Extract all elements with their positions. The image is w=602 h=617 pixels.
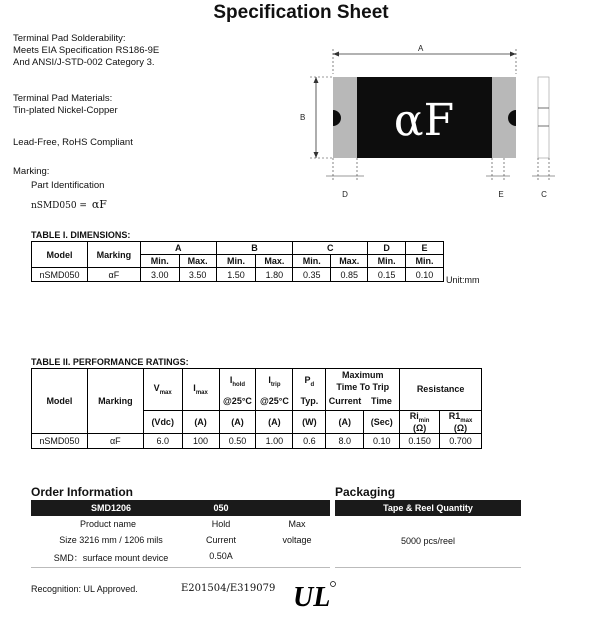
order-cell: 0.50A <box>209 551 233 561</box>
unit-time: (Sec) <box>364 410 400 434</box>
cell-value: 8.0 <box>326 434 364 449</box>
col-vmax: $V_{max}$ <box>143 369 182 411</box>
table-row <box>32 268 444 282</box>
cell-value: 100 <box>182 434 219 449</box>
col-a: A <box>140 242 216 255</box>
cell-value: 0.6 <box>293 434 326 449</box>
col-rimin: $Ri_{min}$ (Ω) <box>400 410 440 434</box>
cell-value: 3.50 <box>179 268 216 282</box>
col-ihold: $I_{hold}$ <box>219 369 256 394</box>
unit-itrip: (A) <box>256 410 293 434</box>
note-line: Tin-plated Nickel-Copper <box>13 105 118 116</box>
packaging-quantity: 5000 pcs/reel <box>400 536 456 546</box>
cell-value: 1.00 <box>256 434 293 449</box>
col-model: Model <box>32 369 88 434</box>
order-cell: Size 3216 mm / 1206 mils <box>59 535 163 545</box>
note-line: Meets EIA Specification RS186-9E <box>13 45 160 56</box>
dim-d-label: D <box>342 190 348 199</box>
col-marking: Marking <box>87 242 140 268</box>
dim-a-label: A <box>418 44 424 53</box>
cell-value: 0.15 <box>368 268 406 282</box>
sub-header: Max. <box>179 255 216 268</box>
col-d: D <box>368 242 406 255</box>
unit-label: Unit:mm <box>446 275 480 285</box>
file-numbers: E201504/E319079 <box>181 583 276 594</box>
cell-model: nSMD050 <box>32 268 88 282</box>
recognition-text: Recognition: UL Approved. <box>31 584 138 594</box>
sub-header: Min. <box>216 255 256 268</box>
order-col-current: 050 <box>213 503 229 513</box>
col-r1max: $R1_{max}$ (Ω) <box>440 410 482 434</box>
part-example-model: nSMD050 = <box>31 201 87 211</box>
part-example-mark: αF <box>91 198 107 211</box>
col-time-to-trip: Maximum Time To Trip <box>326 369 400 394</box>
arrow-head <box>314 152 319 158</box>
note-line: And ANSI/J-STD-002 Category 3. <box>13 57 155 68</box>
sub-header: Max. <box>256 255 293 268</box>
cond-ihold: @25°C <box>219 393 256 410</box>
col-e: E <box>406 242 444 255</box>
table1-title: TABLE I. DIMENSIONS: <box>31 230 131 240</box>
unit-current: (A) <box>326 410 364 434</box>
chip-marking: αF <box>393 95 455 146</box>
svg-text:UL: UL <box>293 582 331 612</box>
cell-value: 0.150 <box>400 434 440 449</box>
sub-header: Min. <box>140 255 179 268</box>
cell-value: 0.35 <box>293 268 331 282</box>
time-to-trip-line2: Time To Trip <box>336 382 390 392</box>
sub-header: Max. <box>331 255 368 268</box>
ul-logo-icon <box>291 578 337 612</box>
cell-value: 0.50 <box>219 434 256 449</box>
table2-title: TABLE II. PERFORMANCE RATINGS: <box>31 357 189 367</box>
arrow-head <box>333 52 339 57</box>
order-body <box>31 517 330 568</box>
order-cell: Current <box>205 535 236 545</box>
cell-value: 6.0 <box>143 434 182 449</box>
dim-e-label: E <box>498 190 504 199</box>
leadfree-note: Lead-Free, RoHS Compliant <box>13 137 133 148</box>
order-cell: Product name <box>79 519 137 529</box>
cell-value: 3.00 <box>140 268 179 282</box>
marking-note: Marking: <box>13 166 50 177</box>
cell-value: 1.50 <box>216 268 256 282</box>
cell-value: 0.700 <box>440 434 482 449</box>
col-c: C <box>293 242 368 255</box>
col-itrip: $I_{trip}$ <box>256 369 293 394</box>
order-cell: Max <box>288 519 306 529</box>
col-resistance: Resistance <box>400 369 482 411</box>
cond-itrip: @25°C <box>256 393 293 410</box>
dim-b-label: B <box>300 113 306 122</box>
sub-header: Min. <box>406 255 444 268</box>
note-line: Terminal Pad Materials: <box>13 93 113 104</box>
dim-c-label: C <box>541 190 547 199</box>
note-line: Terminal Pad Solderability: <box>13 33 126 44</box>
order-header <box>31 500 330 516</box>
unit-vmax: (Vdc) <box>143 410 182 434</box>
sub-header: Min. <box>368 255 406 268</box>
cell-marking: αF <box>87 268 140 282</box>
col-imax: $I_{max}$ <box>182 369 219 411</box>
cond-pd: Typ. <box>293 393 326 410</box>
cell-value: 0.10 <box>406 268 444 282</box>
col-model: Model <box>32 242 88 268</box>
unit-ihold: (A) <box>219 410 256 434</box>
page-title: Specification Sheet <box>213 2 389 23</box>
table-row <box>32 434 482 449</box>
arrow-head <box>314 77 319 83</box>
cell-model: nSMD050 <box>32 434 88 449</box>
unit-pd: (W) <box>293 410 326 434</box>
performance-table <box>31 368 482 449</box>
order-cell: SMD：surface mount device <box>53 553 169 563</box>
col-b: B <box>216 242 293 255</box>
cell-marking: αF <box>87 434 143 449</box>
cell-value: 1.80 <box>256 268 293 282</box>
solderability-note <box>13 33 159 69</box>
cell-value: 0.85 <box>331 268 368 282</box>
part-identification: Part Identification <box>31 180 105 191</box>
materials-note <box>13 93 118 117</box>
order-cell: Hold <box>211 519 231 529</box>
packaging-body <box>335 517 521 568</box>
col-marking: Marking <box>87 369 143 434</box>
order-cell: voltage <box>282 535 312 545</box>
chip-dimension-diagram <box>290 42 570 202</box>
dimensions-table <box>31 241 444 282</box>
arrow-head <box>510 52 516 57</box>
sub-time: Time <box>364 393 400 410</box>
cell-value: 0.10 <box>364 434 400 449</box>
col-pd: $P_d$ <box>293 369 326 394</box>
part-example <box>31 198 107 211</box>
order-col-series: SMD1206 <box>90 503 132 513</box>
packaging-header: Tape & Reel Quantity <box>335 500 521 516</box>
packaging-title: Packaging <box>335 485 396 499</box>
sub-current: Current <box>326 393 364 410</box>
order-title: Order Information <box>31 485 134 499</box>
unit-imax: (A) <box>182 410 219 434</box>
chip-side-view <box>538 77 549 158</box>
ul-logo <box>291 578 331 612</box>
sub-header: Min. <box>293 255 331 268</box>
